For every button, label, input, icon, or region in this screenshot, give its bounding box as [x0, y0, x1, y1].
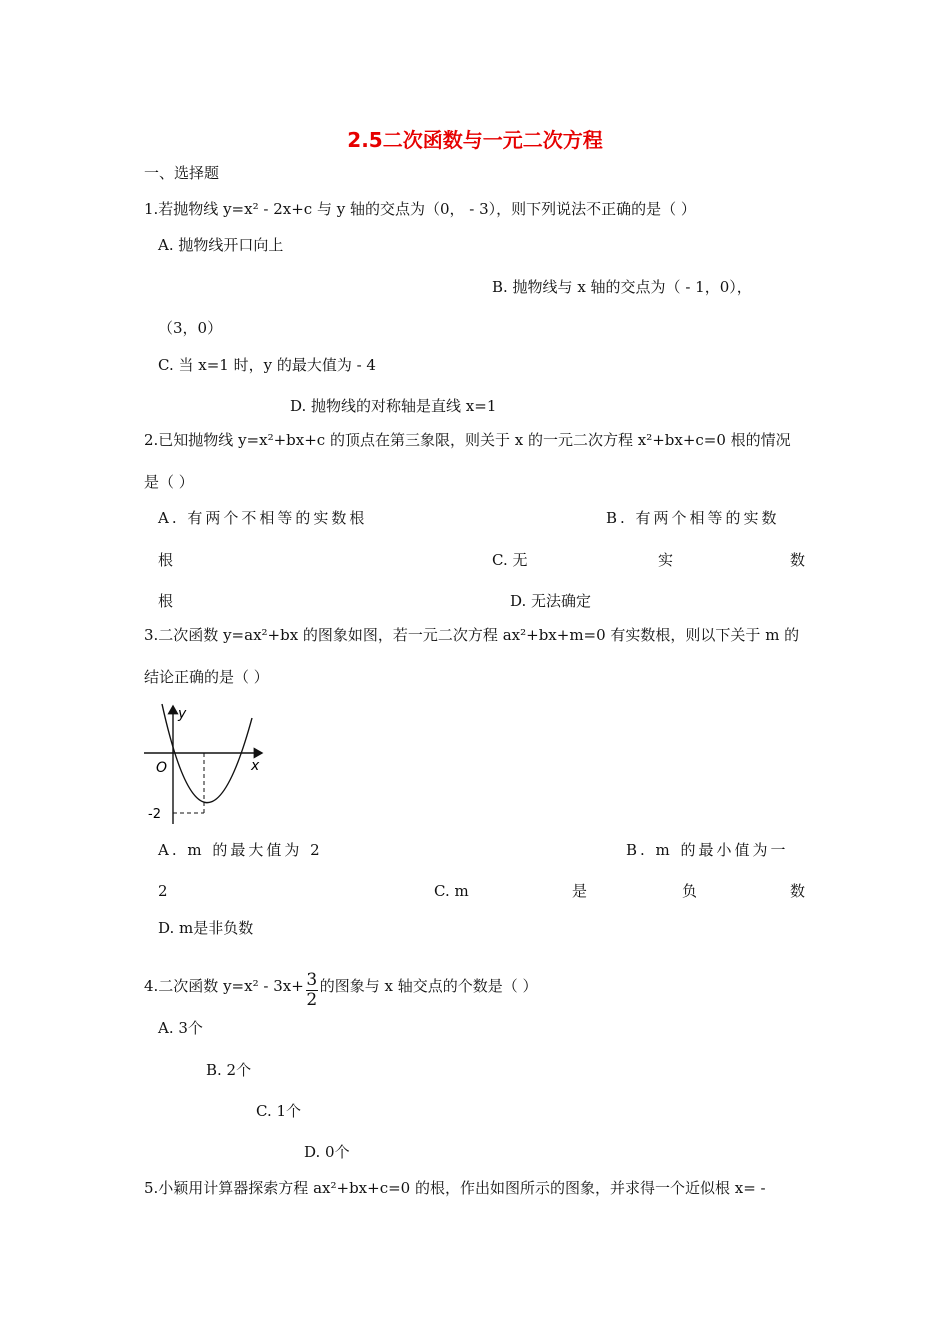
section-heading: 一、选择题 — [144, 164, 220, 182]
question-1-stem: 1.若抛物线 y=x² - 2x+c 与 y 轴的交点为（0， - 3），则下列说法不正确的是（ ） — [144, 200, 696, 218]
question-3-stem-line2: 结论正确的是（ ） — [144, 668, 269, 686]
question-4-stem-suffix: 的图象与 x 轴交点的个数是（ ） — [319, 977, 538, 995]
question-1-option-c: C. 当 x=1 时，y 的最大值为 - 4 — [158, 356, 376, 374]
question-3-option-c-word1: 是 — [572, 882, 588, 900]
question-3-option-c-word3: 数 — [790, 882, 806, 900]
question-4-stem-prefix: 4.二次函数 y=x² - 3x+ — [144, 977, 304, 995]
fraction — [306, 972, 318, 1009]
question-2-option-b: B. 有两个相等的实数 — [606, 509, 780, 527]
question-1-option-b: B. 抛物线与 x 轴的交点为（ - 1，0）， — [492, 278, 752, 296]
question-3-option-c-label: C. m — [434, 882, 469, 900]
question-4-stem — [144, 972, 538, 1009]
question-2-option-c-continued: 根 — [158, 592, 174, 610]
question-4-option-c: C. 1个 — [256, 1102, 302, 1120]
question-2-option-b-continued: 根 — [158, 551, 174, 569]
question-3-stem-line1: 3.二次函数 y=ax²+bx 的图象如图，若一元二次方程 ax²+bx+m=0 有实数根，则以下关于 m 的 — [144, 626, 800, 644]
question-4-option-d: D. 0个 — [304, 1143, 350, 1161]
x-axis-label: x — [251, 758, 260, 774]
y-axis-label: y — [178, 706, 187, 722]
fraction-denominator: 2 — [306, 990, 318, 1010]
question-5-stem: 5.小颖用计算器探索方程 ax²+bx+c=0 的根，作出如图所示的图象，并求得一个近似根 x= - — [144, 1179, 766, 1197]
question-1-option-a: A. 抛物线开口向上 — [158, 236, 284, 254]
question-2-option-c-word-end: 数 — [790, 551, 806, 569]
question-3-option-a: A. m 的最大值为 2 — [158, 841, 323, 859]
vertex-value-label: -2 — [148, 807, 161, 822]
question-3-option-b: B. m 的最小值为一 — [626, 841, 789, 859]
question-3-option-d: D. m是非负数 — [158, 919, 254, 937]
page-title: 2.5二次函数与一元二次方程 — [347, 128, 603, 152]
question-4-option-b: B. 2个 — [206, 1061, 252, 1079]
question-3-option-c-word2: 负 — [682, 882, 698, 900]
question-1-option-b-continued: （3，0） — [158, 319, 223, 337]
question-1-option-d: D. 抛物线的对称轴是直线 x=1 — [290, 397, 497, 415]
fraction-numerator: 3 — [306, 970, 318, 990]
question-2-option-a: A. 有两个不相等的实数根 — [158, 509, 368, 527]
question-4-option-a: A. 3个 — [158, 1019, 203, 1037]
question-2-option-d: D. 无法确定 — [510, 592, 592, 610]
question-3-option-b-continued: 2 — [158, 882, 168, 900]
origin-label: O — [156, 760, 168, 776]
question-2-stem-line2: 是（ ） — [144, 473, 194, 491]
parabola-graph — [140, 700, 270, 830]
question-2-stem-line1: 2.已知抛物线 y=x²+bx+c 的顶点在第三象限，则关于 x 的一元二次方程 x²+bx+c=0 根的情况 — [144, 431, 791, 449]
question-2-option-c-label: C. 无 — [492, 551, 528, 569]
question-2-option-c-word: 实 — [658, 551, 674, 569]
